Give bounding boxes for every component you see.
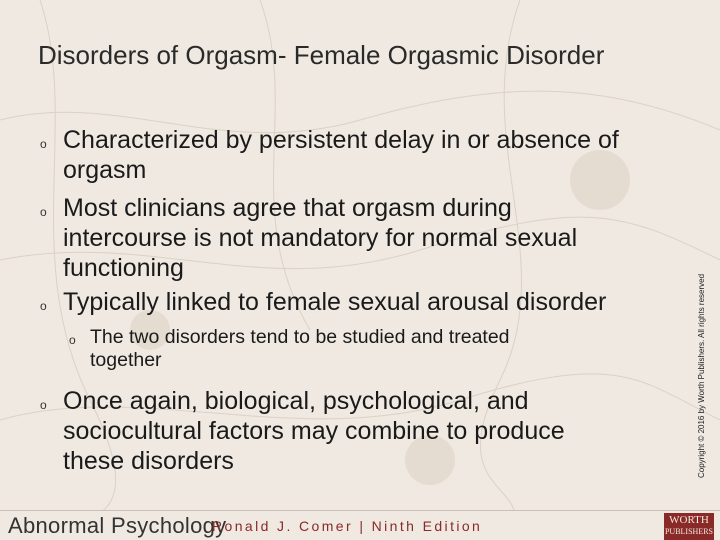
footer-divider <box>0 510 720 511</box>
publisher-logo-line: PUBLISHERS <box>664 527 713 536</box>
bullet-marker: o <box>40 398 47 412</box>
bullet-text-line: functioning <box>63 254 184 282</box>
bullet-marker: o <box>40 137 47 151</box>
bullet-text-line: sociocultural factors may combine to produce <box>63 417 565 445</box>
bullet-text-line: Once again, biological, psychological, and <box>63 387 529 415</box>
author-edition: Ronald J. Comer | Ninth Edition <box>212 518 483 534</box>
bullet-text-line: orgasm <box>63 156 147 184</box>
bullet-text-line: intercourse is not mandatory for normal sexual <box>63 224 578 252</box>
bullet-text-line: Most clinicians agree that orgasm during <box>63 194 512 222</box>
bullet-text-line: Typically linked to female sexual arousal disorder <box>63 288 607 316</box>
bullet-text-line: Characterized by persistent delay in or absence of <box>63 126 619 154</box>
bullet-marker: o <box>40 205 47 219</box>
bullet-marker: o <box>40 299 47 313</box>
copyright-notice: Copyright © 2016 by Worth Publishers. All rights reserved <box>697 273 706 478</box>
bullet-text-line: The two disorders tend to be studied and treated <box>90 326 510 348</box>
bullet-text-line: together <box>90 349 162 371</box>
publisher-logo <box>664 513 714 540</box>
bullet-text-line: these disorders <box>63 447 234 475</box>
book-title: Abnormal Psychology <box>8 513 227 538</box>
bullet-marker: o <box>69 333 76 347</box>
slide-title: Disorders of Orgasm- Female Orgasmic Disorder <box>38 40 605 70</box>
publisher-logo-line: WORTH <box>669 514 709 526</box>
